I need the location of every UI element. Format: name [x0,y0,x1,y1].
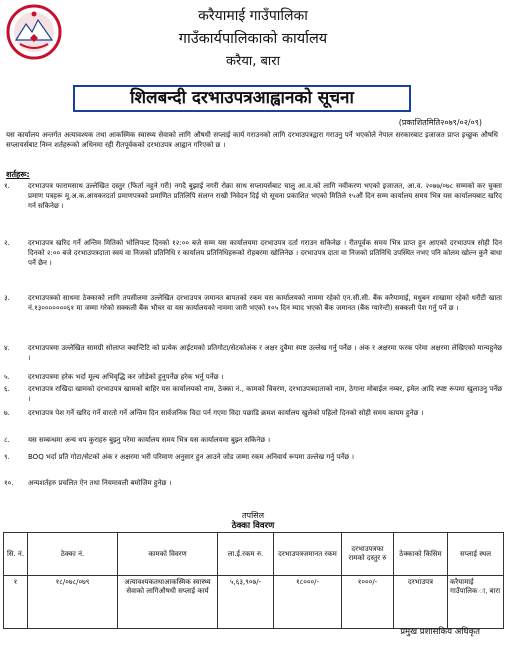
schedule-title: ठेक्का विवरण [231,521,275,531]
term-text: दरभाउपत्र फारामसाथ उल्लेखित दस्तुर (फिर्ता नहुने गरी) नगदै बुझाई नगरी रोक्रा साथ सप्लायर्सबाट चालु आ.व.को लागि नवीकरण भएको इजाजत, आ.व. २०७७/०७८ सम्मको कर चुक्ता प्रमाण पत्रहरू मू.अ.क.आयकरदर्ता प्रमाणपत्रको प्रमाणित प्रतिलिपि संलग्न राखी निवेदन दिई यो सूचना प्रकाशित भएको मितिले १५औं दिन सम्म कार्यालय समय भित्र यस कार्यालयबाट खरिद गर्न सकिनेछ । [28,182,502,210]
term-number: ७. [4,409,10,417]
term-item [4,293,502,313]
term-number: ४. [4,344,10,352]
municipality-name: करैयामाई गाउँपालिका [198,8,308,24]
term-item [4,372,502,382]
term-text: दरभाउपत्रमा हरेक भर्दा मूल्य अभिवृद्धि कर जोडेको हुनुपर्नेछ हरेक भर्नु पर्नेछ । [28,373,224,381]
cell-bid-security: १८०००/- [274,576,342,629]
contract-details-table [3,532,504,629]
terms-heading: शर्तहरू: [6,170,30,179]
term-item [4,238,502,268]
cell-form-fee: १०००/- [342,576,394,629]
term-item [4,343,502,363]
term-text: BOQ भर्दा प्रति गोटा/सेटको अंक र अक्षरमा भरी परिमाण अनुसार हुन आउने जोड जम्मा रकम अनिवार्य रूपमा उल्लेख गर्नु पर्नेछ । [28,453,354,461]
table-header-row [4,533,504,576]
cell-contract-type: दरभाउपत्र [394,576,448,629]
col-header-form-fee: दरभाउपत्रफा रामको दस्तुर रु [342,533,394,576]
col-header-cost-estimate: ला.ई.रकम रु. [218,533,274,576]
term-text: दरभाउपत्रमा उल्लेखित सामग्री सोलाप्त क्वान्टिटि को प्रत्येक आईटमको प्रतिगोटा/सेटकोअंक र अक्षर दुवैमा स्पष्ट उल्लेख गर्नु पर्नेछ । अंक र अक्षरमा फरक परेमा अक्षरमा लेखिएको मान्यहुनेछ । [28,344,502,362]
publication-date: (प्रकाशितमिति२०७९/०२/०९) [398,118,482,127]
schedule-subtitle: तपसिल [241,511,264,520]
term-item [4,435,502,445]
term-item [4,452,502,462]
table-row [4,576,504,629]
col-header-contract-type: ठेक्काको किसिम [394,533,448,576]
term-number: १०. [4,479,14,487]
col-header-bid-security: दरभाउपत्रजमानत रकम [274,533,342,576]
office-address: करैया, बारा [226,54,280,69]
term-number: ८. [4,436,10,444]
cell-cost-estimate: ५,६३,९०७/- [218,576,274,629]
term-text: दरभाउपत्र पेश गर्ने खरिद गर्ने वारतो गर्ने अन्तिम दिन सार्वजनिक विदा पर्न गएमा विदा पछाडि क्रमश कार्यालय खुलेको पहिलो दिनको सोही समय कायम हुनेछ । [28,409,424,417]
term-text: दरभाउपत्र राखिदा खामको दरभाउपत्र खामको बाहिर यस कार्यालयको नाम, ठेक्का नं., कामको विवरण, दरभाउपत्रदाताको नाम, ठेगाना मोबाईल नम्बर, इमेल आदि स्पष्ट रूपमा खुलाउनु पर्नेछ । [28,385,502,403]
term-text: अन्यशर्तहरु प्रचलित ऐन तथा नियमावली बमोजिम हुनेछ । [28,479,172,487]
term-number: २. [4,239,10,247]
term-text: दरभाउपत्र खरिद गर्ने अन्तिम मितिको भोलिपल्ट दिनको १२:०० बजे सम्म यस कार्यालयमा दरभाउपत्र दर्ता गराउन सकिनेछ । रीतपूर्वक समय भित्र प्राप्त हुन आएको दरभाउपत्र सोही दिन दिनको २:०० बजे दरभाउपत्रदाता स्वयं वा निजको प्रतिनिधि र कार्यालय प्रतिनिधिहरूको रोहबरमा खोलिनेछ । दरभाउपत्र दाता वा निजको प्रतिनिधि उपस्थित नभए पनि कोलम खोल्न कुनै बाधा पर्ने छैन । [28,239,502,267]
notice-title: शिलबन्दी दरभाउपत्रआह्वानको सूचना [73,85,411,112]
term-text: दरभाउपत्रको साथमा ठेक्काको लागि तपसीलमा उल्लेखित दरभाउपत्र जमानत बापतको रकम यस कार्यालयको नाममा रहेको एन.सी.सी. बैंक करैयामाई, मधुबन शाखामा रहेको धरौटी खाता नं.१३०००००००६१ मा जम्मा गरेको सक्कली बैंक भौचर वा यस कार्यालयको नाममा जारी भएको १०५ दिन म्याद भएको बैंक जमानत (बैंक ग्यारेन्टी) सक्कली पेश गर्नु पर्ने छ । [28,294,502,312]
term-item [4,408,502,418]
term-number: ९. [4,453,10,461]
term-number: १. [4,182,10,190]
cell-supply-location: करैयामाई गाउँपालिक ा, बारा [448,576,504,629]
term-number: ३. [4,294,10,302]
term-item [4,384,502,404]
term-text: यस सम्बन्धमा अन्य थप कुराहरु बुझ्नु परेमा कार्यालय समय भित्र यस कार्यालयमा बुझ्न सकिनेछ । [28,436,271,444]
signatory-title: प्रमुख प्रशासकिय अधिकृत [400,627,480,637]
cell-work-description: अत्यावश्यकतथाआकस्मिक स्वास्थ्य सेवाको लागिऔषधी सप्लाई कार्य [118,576,218,629]
col-header-supply-location: सप्लाई स्थल [448,533,504,576]
intro-paragraph: यस कार्यालय अन्तर्गत अत्यावश्यक तथा आकस्मिक स्वास्थ्य सेवाको लागि औषधी सप्लाई कार्य गराउनको लागि दरभाउपत्रद्वारा गराउनु पर्ने भएकोले नेपाल सरकारबाट इजाजत प्राप्त इच्छुक औषधि सप्लायर्सबाट निम्न शर्तहरूको अधिनमा रही रीतपूर्वकको दरभाउपत्र आह्वान गरिएको छ । [6,131,498,149]
office-name: गाउँकार्यपालिकाको कार्यालय [178,31,328,47]
col-header-work-description: कामको विवरण [118,533,218,576]
term-item [4,181,502,211]
term-item [4,478,502,488]
col-header-serial: सि. नं. [4,533,28,576]
cell-serial: १ [4,576,28,629]
term-number: ६. [4,385,10,393]
cell-contract-no: १८/०७८/०७९ [28,576,118,629]
col-header-contract-no: ठेक्का नं. [28,533,118,576]
term-number: ५. [4,373,10,381]
